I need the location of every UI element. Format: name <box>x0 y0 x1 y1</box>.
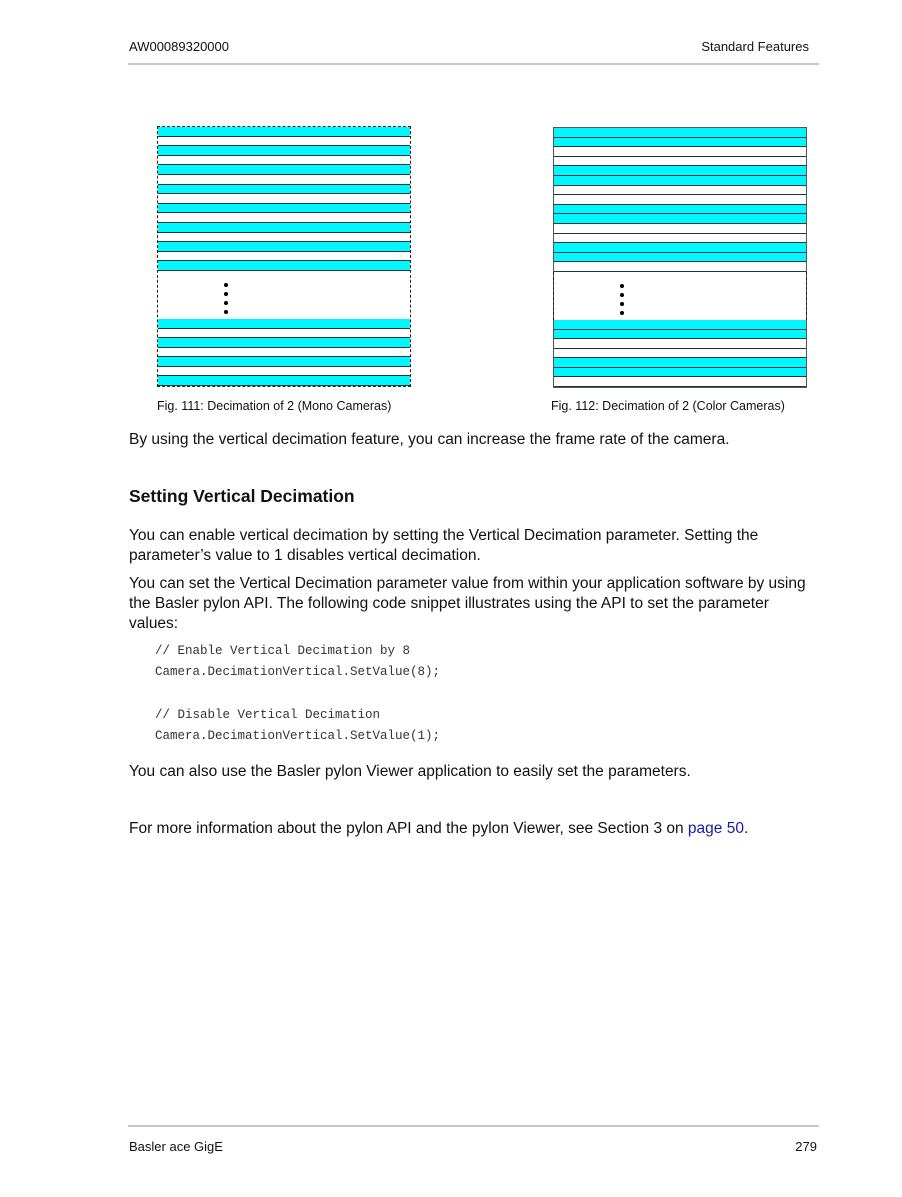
figure-rows-bottom <box>554 320 806 387</box>
decimation-row-read <box>554 368 806 378</box>
decimation-row-read <box>158 223 410 233</box>
decimation-row-skipped <box>554 195 806 205</box>
decimation-row-skipped <box>554 339 806 349</box>
figure-gap <box>553 272 807 320</box>
decimation-row-skipped <box>554 186 806 196</box>
decimation-row-skipped <box>158 194 410 204</box>
figure-color-decimation <box>553 127 807 388</box>
decimation-row-read <box>158 319 410 329</box>
figure-mono-decimation <box>157 126 411 387</box>
decimation-row-read <box>554 176 806 186</box>
decimation-row-read <box>158 185 410 195</box>
code-line-comment-disable: // Disable Vertical Decimation <box>155 708 381 722</box>
figure-rows-top <box>554 128 806 272</box>
paragraph-enable: You can enable vertical decimation by setting the Vertical Decimation parameter. Setting the parameter’s value to 1 disables vertical decimation. <box>129 527 759 564</box>
figure-rows-bottom <box>158 319 410 386</box>
intro-paragraph: By using the vertical decimation feature, you can increase the frame rate of the camera. <box>129 431 730 448</box>
code-line-comment-enable: // Enable Vertical Decimation by 8 <box>155 644 411 658</box>
decimation-row-read <box>554 320 806 330</box>
code-line-set-1: Camera.DecimationVertical.SetValue(1); <box>155 729 441 743</box>
paragraph-api: You can set the Vertical Decimation parameter value from within your application software by using the Basler pylon API. The following code snippet illustrates using the API to set the parameter values: <box>129 575 806 632</box>
decimation-row-read <box>554 243 806 253</box>
decimation-row-read <box>158 338 410 348</box>
decimation-row-read <box>554 214 806 224</box>
figure-caption-mono: Fig. 111: Decimation of 2 (Mono Cameras) <box>157 399 392 413</box>
decimation-row-read <box>158 242 410 252</box>
section-heading: Setting Vertical Decimation <box>129 486 355 506</box>
header-section: Standard Features <box>701 39 809 54</box>
figure-gap <box>158 271 410 319</box>
decimation-row-skipped <box>158 175 410 185</box>
decimation-row-read <box>554 138 806 148</box>
decimation-row-read <box>158 261 410 271</box>
paragraph-viewer: You can also use the Basler pylon Viewer application to easily set the parameters. <box>129 763 691 780</box>
decimation-row-skipped <box>158 329 410 339</box>
decimation-row-skipped <box>554 262 806 272</box>
decimation-row-read <box>554 166 806 176</box>
decimation-row-read <box>554 358 806 368</box>
more-info-period: . <box>743 820 749 837</box>
decimation-row-skipped <box>554 224 806 234</box>
decimation-row-skipped <box>158 233 410 243</box>
decimation-row-read <box>158 376 410 386</box>
header-doc-id: AW00089320000 <box>129 39 229 54</box>
footer-product: Basler ace GigE <box>129 1139 223 1154</box>
decimation-row-read <box>554 330 806 340</box>
decimation-row-read <box>554 253 806 263</box>
decimation-row-skipped <box>158 252 410 262</box>
figure-caption-color: Fig. 112: Decimation of 2 (Color Cameras) <box>551 399 785 413</box>
decimation-row-read <box>554 128 806 138</box>
decimation-row-skipped <box>554 157 806 167</box>
decimation-row-read <box>158 127 410 137</box>
code-line-set-8: Camera.DecimationVertical.SetValue(8); <box>155 665 441 679</box>
decimation-row-read <box>158 357 410 367</box>
decimation-row-skipped <box>554 349 806 359</box>
figure-rows-top <box>158 127 410 271</box>
decimation-row-read <box>158 146 410 156</box>
page-50-link[interactable]: page 50 <box>687 820 744 837</box>
decimation-row-skipped <box>554 147 806 157</box>
header-divider <box>128 63 819 65</box>
decimation-row-skipped <box>554 377 806 387</box>
more-info-text: For more information about the pylon API and the pylon Viewer, see Section 3 on <box>129 820 688 837</box>
footer-divider <box>128 1125 819 1127</box>
decimation-row-read <box>158 165 410 175</box>
decimation-row-skipped <box>158 156 410 166</box>
decimation-row-skipped <box>158 213 410 223</box>
decimation-row-skipped <box>158 137 410 147</box>
ellipsis-dots-icon <box>224 283 229 319</box>
ellipsis-dots-icon <box>620 284 625 320</box>
decimation-row-read <box>158 204 410 214</box>
decimation-row-skipped <box>158 367 410 377</box>
footer-page-number: 279 <box>795 1139 817 1154</box>
paragraph-more-info <box>129 819 819 839</box>
decimation-row-skipped <box>158 348 410 358</box>
decimation-row-skipped <box>554 234 806 244</box>
decimation-row-read <box>554 205 806 215</box>
